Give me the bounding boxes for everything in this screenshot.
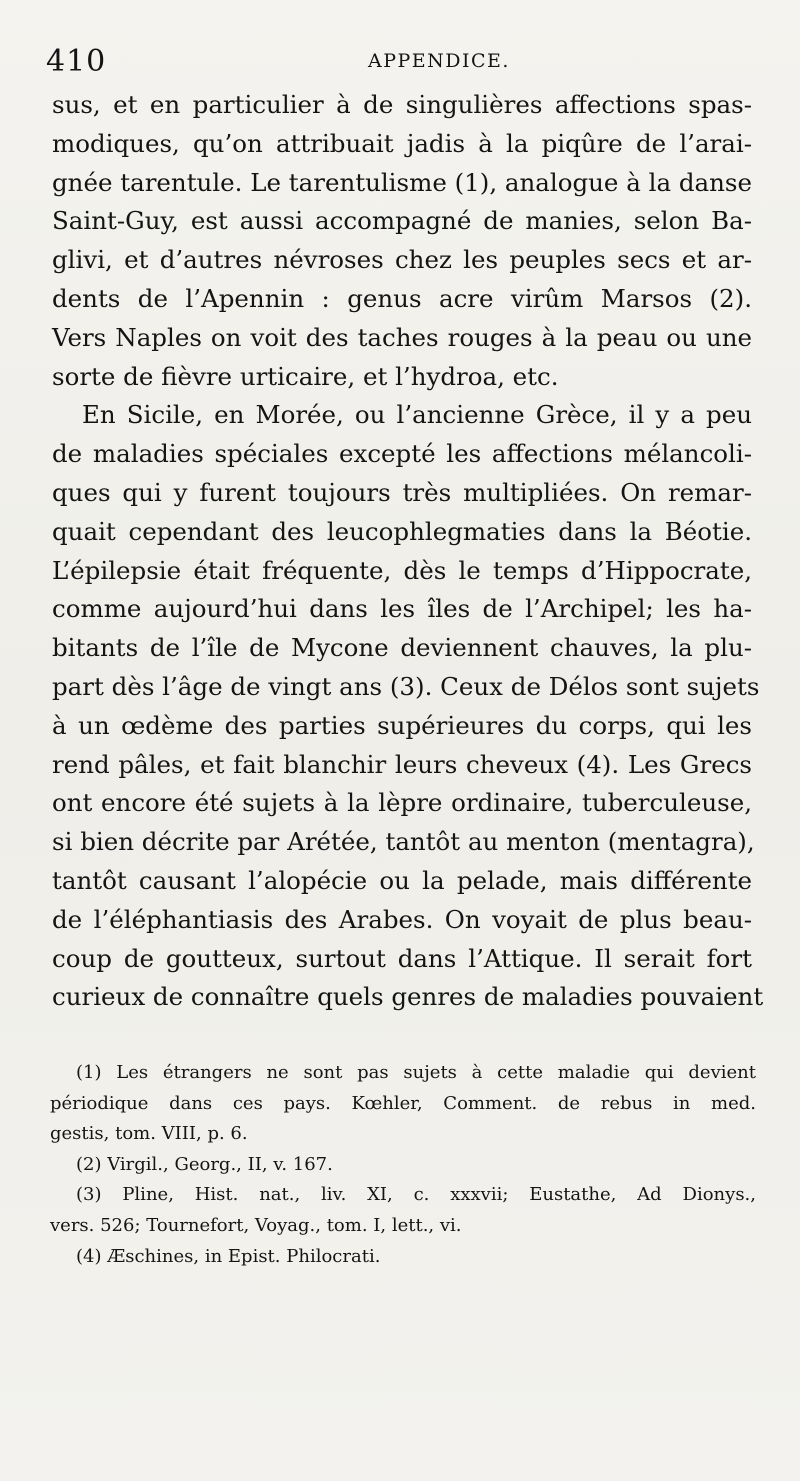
- text-line: gnée tarentule. Le tarentulisme (1), analogue à la danse: [52, 167, 752, 197]
- text-line: modiques, qu’on attribuait jadis à la piqûre de l’arai-: [52, 128, 752, 158]
- text-line: En Sicile, en Morée, ou l’ancienne Grèce, il y a peu: [82, 400, 752, 430]
- footnotes: [50, 1058, 756, 1272]
- text-line: sorte de fièvre urticaire, et l’hydroa, etc.: [52, 361, 559, 391]
- text-line: rend pâles, et fait blanchir leurs cheveux (4). Les Grecs: [52, 749, 752, 779]
- text-line: coup de goutteux, surtout dans l’Attique. Il serait fort: [52, 943, 752, 973]
- text-line: dents de l’Apennin : genus acre virûm Marsos (2).: [52, 283, 752, 313]
- text-line: à un œdème des parties supérieures du corps, qui les: [52, 710, 752, 740]
- footnote-line: (2) Virgil., Georg., II, v. 167.: [76, 1153, 333, 1175]
- text-line: bitants de l’île de Mycone deviennent chauves, la plu-: [52, 633, 752, 663]
- footnote-line: (3) Pline, Hist. nat., liv. XI, c. xxxvii; Eustathe, Ad Dionys.,: [76, 1184, 756, 1206]
- text-line: Saint-Guy, est aussi accompagné de manies, selon Ba-: [52, 206, 752, 236]
- text-line: glivi, et d’autres névroses chez les peuples secs et ar-: [52, 245, 752, 275]
- text-line: part dès l’âge de vingt ans (3). Ceux de Délos sont sujets: [52, 671, 760, 701]
- text-line: si bien décrite par Arétée, tantôt au menton (mentagra),: [52, 827, 755, 857]
- text-line: comme aujourd’hui dans les îles de l’Archipel; les ha-: [52, 594, 752, 624]
- main-text: [52, 86, 764, 1017]
- text-line: curieux de connaître quels genres de maladies pouvaient: [52, 982, 764, 1012]
- text-line: L’épilepsie était fréquente, dès le temps d’Hippocrate,: [52, 555, 752, 585]
- text-line: quait cependant des leucophlegmaties dans la Béotie.: [52, 516, 752, 546]
- text-line: de l’éléphantiasis des Arabes. On voyait de plus beau-: [52, 904, 752, 934]
- footnote-line: vers. 526; Tournefort, Voyag., tom. I, lett., vi.: [50, 1214, 462, 1236]
- footnote-line: (4) Æschines, in Epist. Philocrati.: [76, 1245, 381, 1267]
- text-line: sus, et en particulier à de singulières affections spas-: [52, 90, 752, 119]
- text-line: de maladies spéciales excepté les affections mélancoli-: [52, 439, 752, 469]
- page-header: [46, 44, 748, 84]
- text-line: ques qui y furent toujours très multipliées. On remar-: [52, 477, 752, 507]
- footnote-line: périodique dans ces pays. Kœhler, Comment. de rebus in med.: [50, 1092, 756, 1114]
- text-line: ont encore été sujets à la lèpre ordinaire, tuberculeuse,: [52, 788, 752, 818]
- text-line: tantôt causant l’alopécie ou la pelade, mais différente: [52, 865, 752, 895]
- footnote-line: (1) Les étrangers ne sont pas sujets à cette maladie qui devient: [76, 1062, 756, 1083]
- page-number: 410: [46, 44, 107, 79]
- footnote-line: gestis, tom. VIII, p. 6.: [50, 1123, 248, 1145]
- text-line: Vers Naples on voit des taches rouges à la peau ou une: [52, 322, 752, 352]
- running-head: APPENDICE.: [368, 50, 510, 72]
